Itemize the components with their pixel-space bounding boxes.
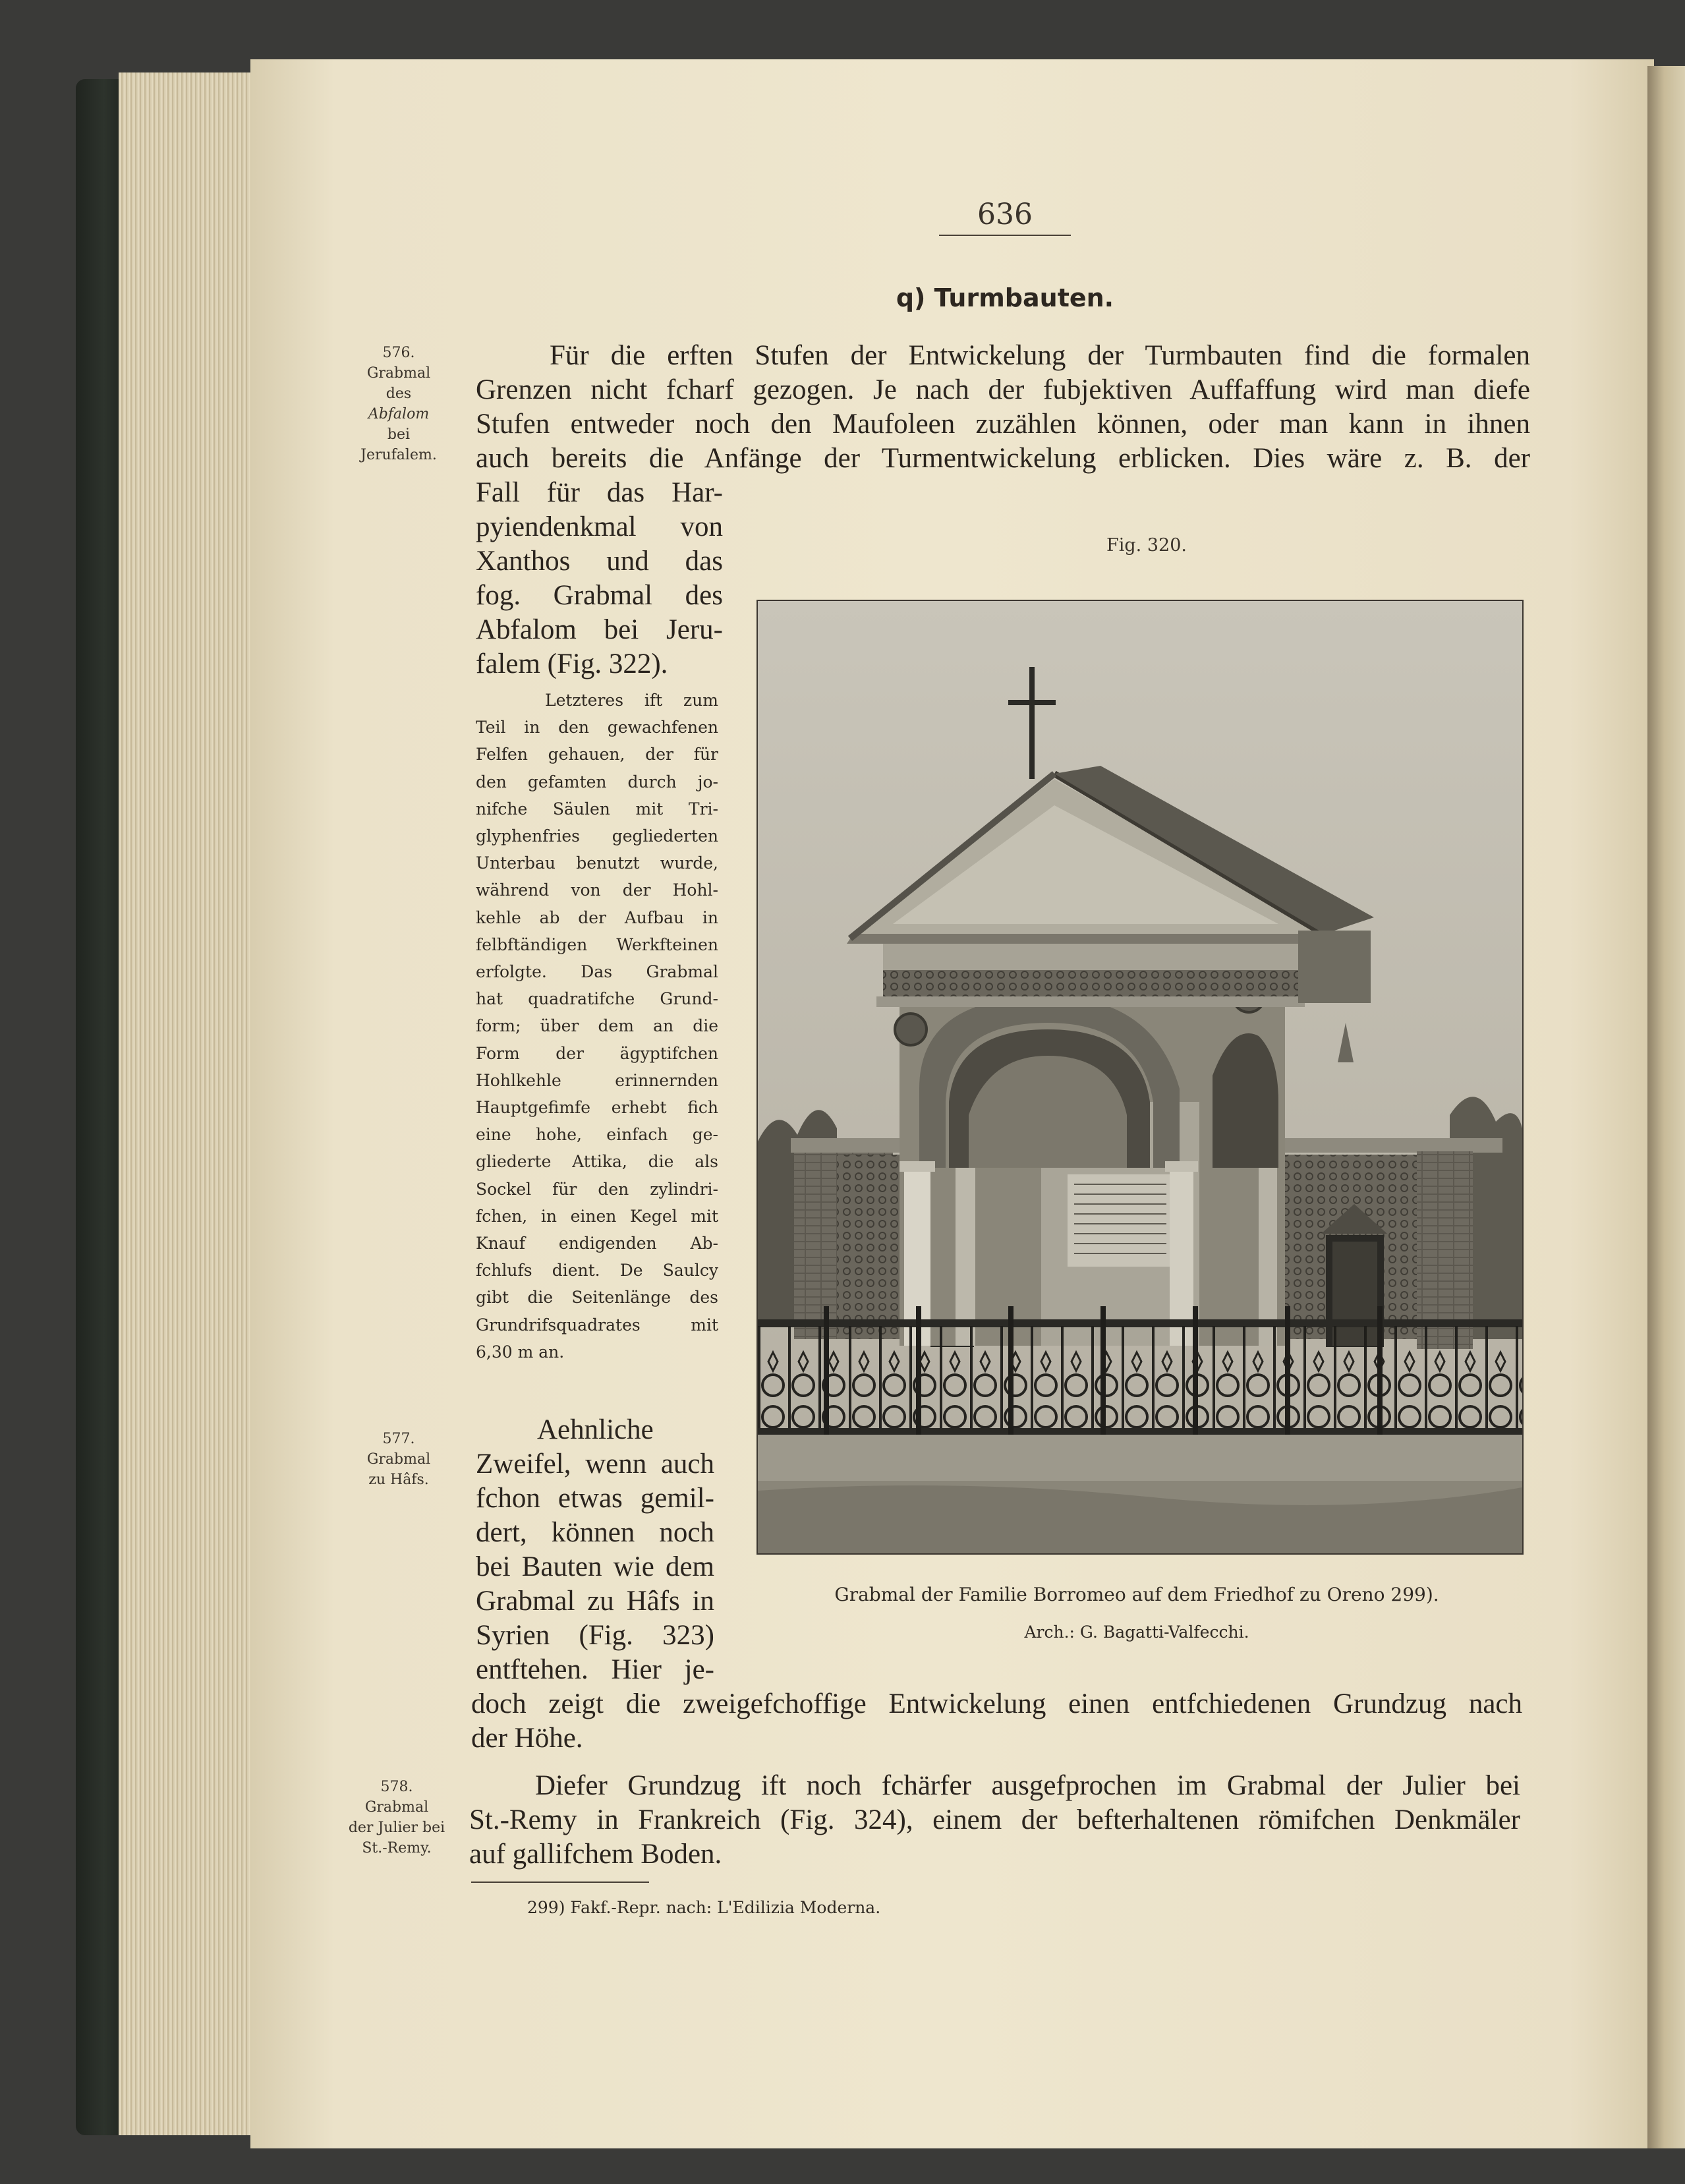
small-line: Hohlkehle erinnernden (476, 1070, 718, 1090)
figure-photograph (757, 600, 1524, 1555)
text-line: auch bereits die Anfänge der Turmentwickelung erblicken. Dies wäre z. B. der (476, 443, 1530, 474)
text-line: Abfalom bei Jeru- (476, 614, 723, 645)
footnote: 299) Fakf.-Repr. nach: L'Edilizia Moderna. (527, 1898, 881, 1917)
margin-note-number: 577. (382, 1431, 415, 1447)
margin-note-line: Jerufalem. (360, 447, 437, 463)
small-line: 6,30 m an. (476, 1342, 565, 1362)
small-line: Letzteres ift zum (545, 691, 718, 710)
margin-note-line: St.-Remy. (362, 1840, 432, 1856)
small-line: hat quadratifche Grund- (476, 989, 718, 1009)
figure-label: Fig. 320. (1106, 535, 1187, 556)
margin-note-line: zu Hâfs. (368, 1472, 429, 1488)
small-line: Grundrifsquadrates mit (476, 1315, 718, 1335)
small-line: während von der Hohl- (476, 880, 718, 900)
text-line: dert, können noch (476, 1517, 714, 1548)
margin-note-line: Grabmal (366, 365, 431, 382)
text-line: entftehen. Hier je- (476, 1654, 714, 1685)
small-line: nifche Säulen mit Tri- (476, 799, 718, 819)
small-line: Hauptgefimfe erhebt fich (476, 1098, 718, 1118)
margin-note-line: Grabmal (366, 1451, 431, 1468)
section-heading: q) Turmbauten. (896, 283, 1114, 312)
text-line: fog. Grabmal des (476, 580, 723, 611)
margin-note-number: 578. (380, 1779, 413, 1795)
small-line: den gefamten durch jo- (476, 772, 718, 791)
figure-credit: Arch.: G. Bagatti-Valfecchi. (1024, 1623, 1249, 1642)
small-line: fchlufs dient. De Saulcy (476, 1261, 718, 1280)
text-line: der Höhe. (471, 1723, 583, 1754)
paragraph-1 (476, 339, 1530, 476)
small-line: Felfen gehauen, der für (476, 745, 718, 764)
small-line: erfolgte. Das Grabmal (476, 962, 718, 982)
figure-caption: Grabmal der Familie Borromeo auf dem Friedhof zu Oreno 299). (834, 1584, 1439, 1605)
text-line: St.-Remy in Frankreich (Fig. 324), einem der befterhaltenen römifchen Denkmäler (469, 1804, 1520, 1835)
small-line: fchen, in einen Kegel mit (476, 1206, 718, 1226)
small-line: kehle ab der Aufbau in (476, 907, 718, 927)
text-line: Grabmal zu Hâfs in (476, 1586, 714, 1617)
text-line: Aehnliche (537, 1414, 654, 1445)
paragraph-2 (471, 1687, 1522, 1756)
text-line: auf gallifchem Boden. (469, 1839, 722, 1870)
margin-note-line: des (386, 386, 412, 402)
small-line: Teil in den gewachfenen (476, 718, 718, 737)
text-line: Für die erften Stufen der Entwickelung der Turmbauten find die formalen (550, 340, 1530, 371)
margin-note-number: 576. (382, 345, 415, 361)
text-line: Fall für das Har- (476, 477, 723, 508)
text-line: Xanthos und das (476, 546, 723, 577)
small-line: form; über dem an die (476, 1016, 718, 1036)
small-print-paragraph (476, 687, 718, 1365)
text-line: fchon etwas gemil- (476, 1483, 714, 1514)
margin-note-line: der Julier bei (348, 1820, 445, 1836)
margin-note-576 (346, 343, 451, 465)
margin-note-578 (337, 1777, 456, 1858)
tomb-photograph-illustration (758, 601, 1522, 1553)
text-line: bei Bauten wie dem (476, 1551, 714, 1582)
text-line: falem (Fig. 322). (476, 648, 668, 679)
small-line: felbftändigen Werkfteinen (476, 934, 718, 954)
footnote-rule (471, 1882, 649, 1883)
small-line: gibt die Seitenlänge des (476, 1288, 718, 1308)
page-number: 636 (977, 198, 1033, 231)
text-line: Zweifel, wenn auch (476, 1449, 714, 1480)
margin-note-577 (346, 1429, 451, 1490)
margin-note-line: bei (387, 426, 411, 443)
small-line: Form der ägyptifchen (476, 1043, 718, 1063)
small-line: glyphenfries gegliederten (476, 826, 718, 846)
page-number-rule (939, 235, 1071, 236)
small-line: Knauf endigenden Ab- (476, 1234, 718, 1253)
small-line: eine hohe, einfach ge- (476, 1125, 718, 1145)
margin-note-line: Grabmal (364, 1799, 429, 1816)
small-line: Unterbau benutzt wurde, (476, 853, 718, 873)
text-line: doch zeigt die zweigefchoffige Entwickelung einen entfchiedenen Grundzug nach (471, 1688, 1522, 1719)
text-line: Grenzen nicht fcharf gezogen. Je nach der fubjektiven Auffaffung wird man diefe (476, 374, 1530, 405)
text-line: Diefer Grundzug ift noch fchärfer ausgefprochen im Grabmal der Julier bei (535, 1770, 1520, 1801)
paragraph-2-column (476, 1413, 714, 1687)
margin-note-line: Abfalom (368, 406, 430, 422)
small-line: Sockel für den zylindri- (476, 1179, 718, 1199)
text-line: pyiendenkmal von (476, 511, 723, 542)
text-line: Syrien (Fig. 323) (476, 1620, 714, 1651)
paragraph-1-column (476, 476, 723, 681)
next-page-edge (1647, 66, 1685, 2148)
paragraph-3 (469, 1769, 1520, 1872)
text-line: Stufen entweder noch den Maufoleen zuzählen können, oder man kann in ihnen (476, 409, 1530, 440)
small-line: gliederte Attika, die als (476, 1152, 718, 1172)
